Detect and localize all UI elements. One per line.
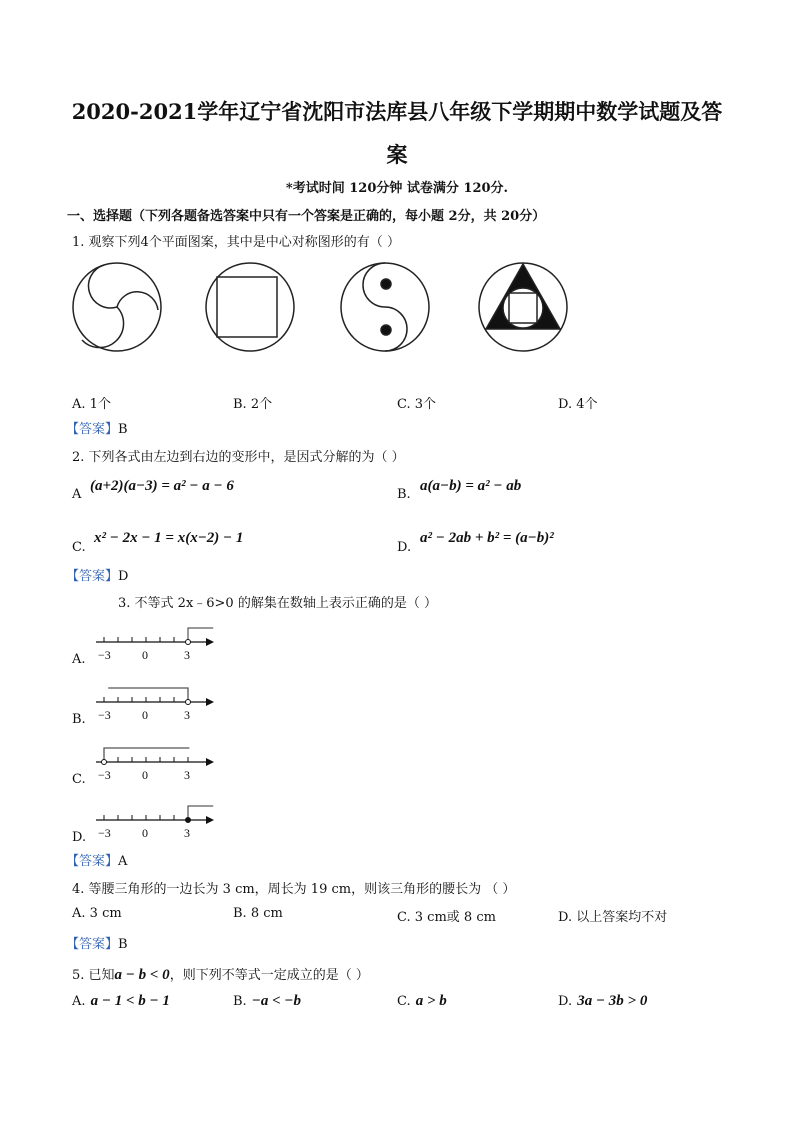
q4-answer xyxy=(66,933,128,952)
tick-label: 0 xyxy=(142,708,148,722)
number-line xyxy=(80,742,220,782)
answer-value: B xyxy=(118,937,128,952)
q1-answer xyxy=(66,418,128,437)
endpoint-dot xyxy=(102,760,107,765)
option-value: 4个 xyxy=(576,397,598,412)
stem-text: 5. 已知 xyxy=(72,968,115,983)
number-line xyxy=(80,622,220,662)
option-value: 3a − 3b > 0 xyxy=(577,993,648,1009)
q1-stem: 1. 观察下列4个平面图案，其中是中心对称图形的有（ ） xyxy=(72,235,400,250)
q2-option-c: x² − 2x − 1 = x(x−2) − 1 xyxy=(94,530,244,546)
option-letter: D. xyxy=(558,397,573,412)
figure-spiral xyxy=(73,263,161,351)
q2-option-a-letter: A xyxy=(72,487,82,502)
tick-label: 3 xyxy=(184,768,190,782)
q3-stem: 3. 不等式 2x﹣6>0 的解集在数轴上表示正确的是（ ） xyxy=(118,596,437,611)
axis-arrow xyxy=(206,758,214,766)
number-line xyxy=(80,800,220,840)
tick-label: −3 xyxy=(98,648,111,662)
option-value: −a < −b xyxy=(251,993,302,1009)
tick-label: 0 xyxy=(142,768,148,782)
q4-option-d xyxy=(558,906,667,925)
option-value: a > b xyxy=(415,993,447,1009)
section-heading: 一、选择题（下列各题备选答案中只有一个答案是正确的，每小题 2分，共 20分） xyxy=(67,209,546,224)
q4-option-c xyxy=(397,906,496,925)
endpoint-dot xyxy=(186,640,191,645)
option-letter: B. xyxy=(233,994,247,1009)
option-value: a − 1 < b − 1 xyxy=(90,993,170,1009)
tick-label: 3 xyxy=(184,826,190,840)
option-value: 2个 xyxy=(250,397,273,412)
q3-option-letter: B. xyxy=(72,712,86,727)
option-letter: A. xyxy=(72,906,86,921)
option-value: 8 cm xyxy=(250,906,283,921)
q5-stem xyxy=(72,964,369,984)
q2-option-a: (a+2)(a−3) = a² − a − 6 xyxy=(90,478,234,494)
tick-label: −3 xyxy=(98,768,111,782)
figure-square-in-circle xyxy=(206,263,294,351)
option-letter: D. xyxy=(558,994,573,1009)
q4-option-b xyxy=(233,906,283,921)
q1-option-b xyxy=(233,393,272,412)
answer-tag: 【答案】 xyxy=(66,569,119,584)
tick-label: 0 xyxy=(142,826,148,840)
q2-option-b: a(a−b) = a² − ab xyxy=(420,478,522,494)
option-value: 以上答案均不对 xyxy=(576,910,668,925)
q5-option-b xyxy=(233,990,301,1010)
option-letter: D. xyxy=(558,910,573,925)
stem-math: a − b < 0 xyxy=(114,967,170,983)
q1-option-c xyxy=(397,393,436,412)
option-value: 1个 xyxy=(89,397,111,412)
q1-option-a xyxy=(72,393,111,412)
q5-option-a xyxy=(72,990,170,1010)
endpoint-dot xyxy=(186,818,191,823)
figure-triangle-in-circle xyxy=(479,263,567,351)
q2-option-b-letter: B. xyxy=(397,487,411,502)
q1-option-d xyxy=(558,393,598,412)
endpoint-dot xyxy=(186,700,191,705)
axis-arrow xyxy=(206,638,214,646)
stem-text: ，则下列不等式一定成立的是（ ） xyxy=(169,968,369,983)
tick-label: −3 xyxy=(98,708,111,722)
tick-label: 3 xyxy=(184,708,190,722)
option-value: 3 cm xyxy=(89,906,122,921)
q5-option-d xyxy=(558,990,647,1010)
q2-stem: 2. 下列各式由左边到右边的变形中，是因式分解的为（ ） xyxy=(72,450,405,465)
number-line xyxy=(80,682,220,722)
q1-figures xyxy=(60,255,590,365)
tick-label: 3 xyxy=(184,648,190,662)
option-letter: C. xyxy=(397,910,411,925)
answer-tag: 【答案】 xyxy=(66,422,119,437)
solution-bracket xyxy=(104,748,189,762)
q3-option-letter: C. xyxy=(72,772,86,787)
option-letter: B. xyxy=(233,906,247,921)
option-letter: C. xyxy=(397,994,411,1009)
axis-arrow xyxy=(206,698,214,706)
q3-answer xyxy=(66,850,127,869)
answer-tag: 【答案】 xyxy=(66,854,119,869)
q3-option-letter: A. xyxy=(72,652,86,667)
option-letter: A. xyxy=(72,994,86,1009)
option-value: 3个 xyxy=(414,397,437,412)
subtitle: *考试时间 120分钟 试卷满分 120分. xyxy=(285,181,509,196)
option-value: 3 cm或 8 cm xyxy=(414,910,496,925)
tick-label: −3 xyxy=(98,826,111,840)
q2-answer xyxy=(66,565,128,584)
title-line-2: 案 xyxy=(386,142,408,167)
answer-value: A xyxy=(118,854,128,869)
option-letter: A. xyxy=(72,397,86,412)
solution-bracket xyxy=(108,688,188,702)
q3-option-letter: D. xyxy=(72,830,87,845)
q2-option-c-letter: C. xyxy=(72,540,86,555)
option-letter: B. xyxy=(233,397,247,412)
title-line-1: 2020-2021学年辽宁省沈阳市法库县八年级下学期期中数学试题及答 xyxy=(71,99,723,124)
option-letter: C. xyxy=(397,397,411,412)
axis-arrow xyxy=(206,816,214,824)
q2-option-d-letter: D. xyxy=(397,540,412,555)
q4-option-a xyxy=(72,906,122,921)
q5-option-c xyxy=(397,990,447,1010)
answer-value: B xyxy=(118,422,128,437)
q4-stem: 4. 等腰三角形的一边长为 3 cm，周长为 19 cm，则该三角形的腰长为 （ ） xyxy=(72,882,516,897)
q2-option-d: a² − 2ab + b² = (a−b)² xyxy=(420,530,554,546)
tick-label: 0 xyxy=(142,648,148,662)
answer-tag: 【答案】 xyxy=(66,937,119,952)
figure-yin-yang xyxy=(341,263,429,351)
answer-value: D xyxy=(118,569,129,584)
